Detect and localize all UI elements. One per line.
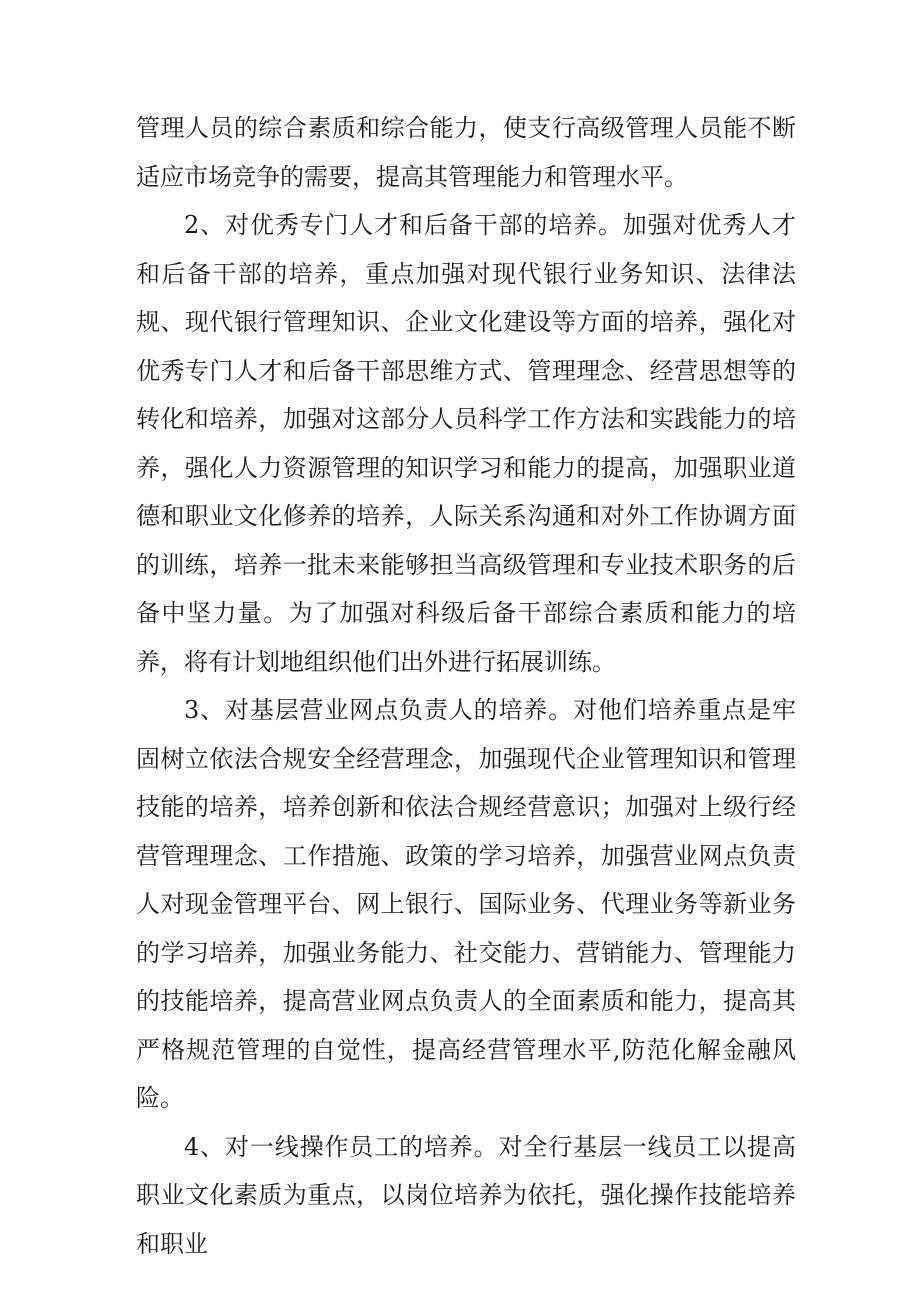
- paragraph-item-3: 3、对基层营业网点负责人的培养。对他们培养重点是牢固树立依法合规安全经营理念，加强现代企业管理知识和管理技能的培养，培养创新和依法合规经营意识；加强对上级行经营管理理念、工作措施、政策的学习培养，加强营业网点负责人对现金管理平台、网上银行、国际业务、代理业务等新业务的学习培养，加强业务能力、社交能力、营销能力、管理能力的技能培养，提高营业网点负责人的全面素质和能力，提高其严格规范管理的自觉性，提高经营管理水平,防范化解金融风险。: [136, 696, 796, 1112]
- paragraph-item-2: 2、对优秀专门人才和后备干部的培养。加强对优秀人才和后备干部的培养，重点加强对现代银行业务知识、法律法规、现代银行管理知识、企业文化建设等方面的培养，强化对优秀专门人才和后备干部思维方式、管理理念、经营思想等的转化和培养，加强对这部分人员科学工作方法和实践能力的培养，强化人力资源管理的知识学习和能力的提高，加强职业道德和职业文化修养的培养，人际关系沟通和对外工作协调方面的训练，培养一批未来能够担当高级管理和专业技术职务的后备中坚力量。为了加强对科级后备干部综合素质和能力的培养，将有计划地组织他们出外进行拓展训练。: [136, 211, 796, 676]
- paragraph-item-4: 4、对一线操作员工的培养。对全行基层一线员工以提高职业文化素质为重点，以岗位培养为依托，强化操作技能培养和职业: [136, 1132, 796, 1258]
- paragraph-continuation: 管理人员的综合素质和综合能力，使支行高级管理人员能不断适应市场竞争的需要，提高其管理能力和管理水平。: [136, 114, 796, 191]
- document-body: [136, 104, 796, 1268]
